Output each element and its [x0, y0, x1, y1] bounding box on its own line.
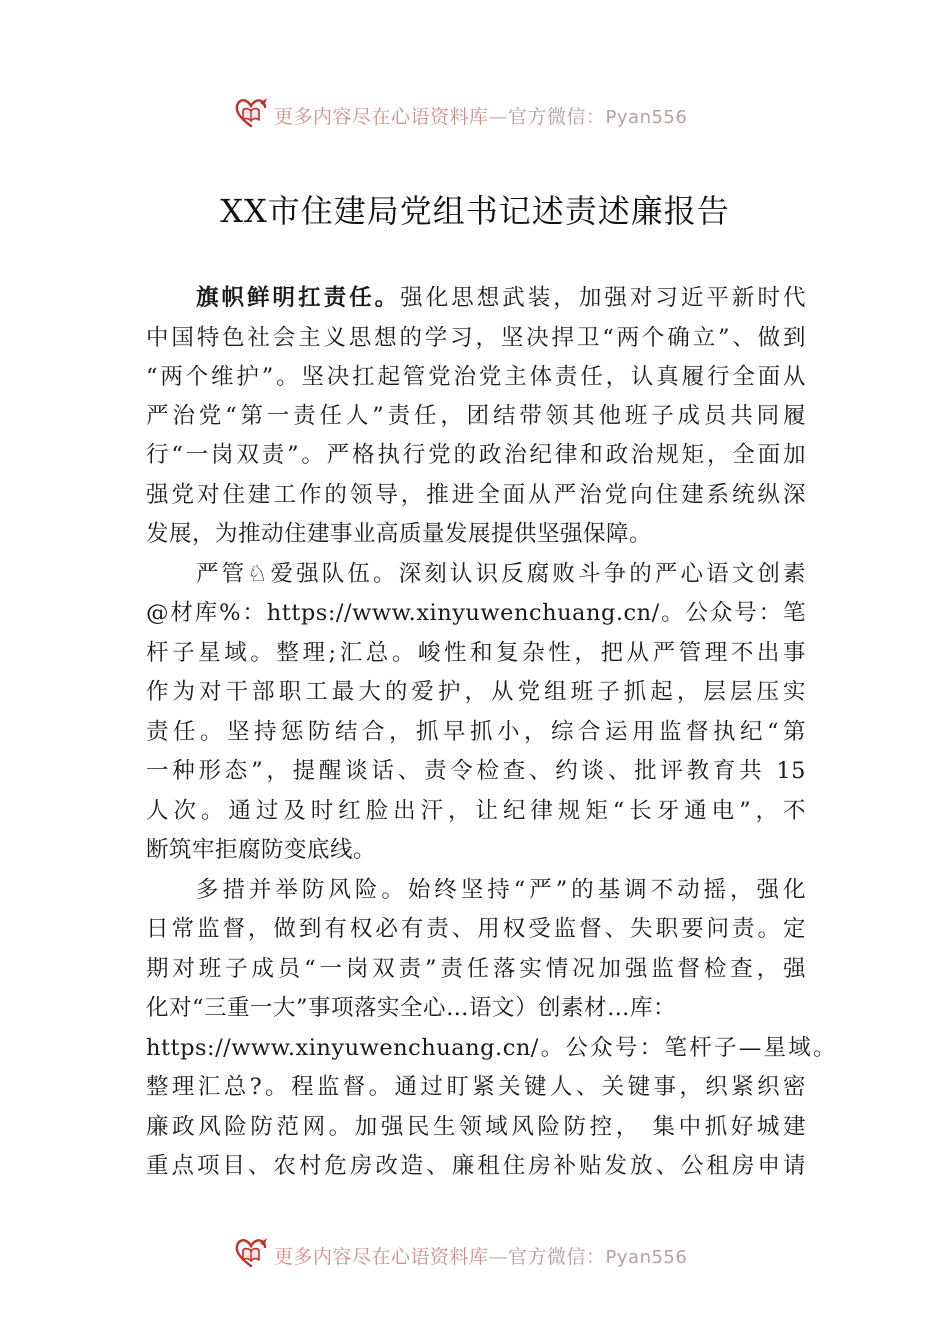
- watermark-wechat-id: Pyan556: [605, 107, 688, 128]
- paragraph-heading: 旗帜鲜明扛责任。: [196, 285, 401, 311]
- body-line: [196, 280, 806, 320]
- line-text: 强化思想武装，加强对习近平新时代: [400, 285, 806, 311]
- body-line: 一种形态”，提醒谈话、责令检查、约谈、批评教育共 15: [146, 758, 806, 784]
- body-line: 多措并举防风险。始终坚持“严”的基调不动摇，强化: [196, 877, 806, 903]
- body-line: 期对班子成员“一岗双责”责任落实情况加强监督检查，强: [146, 956, 806, 982]
- body-line: 行“一岗双责”。严格执行党的政治纪律和政治规矩，全面加: [146, 442, 806, 468]
- body-line: https://www.xinyuwenchuang.cn/。公众号：笔杆子—星域。: [146, 1035, 836, 1061]
- document-title: XX市住建局党组书记述责述廉报告: [220, 192, 730, 230]
- body-line: 人次。通过及时红脸出汗，让纪律规矩“长牙通电”，不: [146, 798, 806, 824]
- body-line: 杆子星域。整理;汇总。峻性和复杂性，把从严管理不出事: [146, 640, 806, 666]
- body-line: 责任。坚持惩防结合，抓早抓小，综合运用监督执纪“第: [146, 719, 806, 745]
- watermark-wechat-id: Pyan556: [605, 1247, 688, 1268]
- body-line: 发展，为推动住建事业高质量发展提供坚强保障。: [146, 521, 653, 547]
- body-line: 作为对干部职工最大的爱护，从党组班子抓起，层层压实: [146, 679, 806, 705]
- body-line: 整理汇总?。程监督。通过盯紧关键人、关键事，织紧织密: [146, 1074, 806, 1100]
- body-line: 化对“三重一大”事项落实全心…语文）创素材…库：: [146, 995, 677, 1021]
- watermark-wechat-label: 官方微信：: [508, 1246, 606, 1268]
- body-line: 断筑牢拒腐防变底线。: [146, 837, 377, 863]
- footer-watermark: [0, 1234, 950, 1274]
- body-line: 严治党“第一责任人”责任，团结带领其他班子成员共同履: [146, 403, 806, 429]
- watermark-wechat-label: 官方微信：: [508, 106, 606, 128]
- header-watermark: [0, 94, 950, 134]
- watermark-separator: —: [488, 1246, 509, 1268]
- body-line: 日常监督，做到有权必有责、用权受监督、失职要问责。定: [146, 916, 806, 942]
- watermark-slogan: 更多内容尽在心语资料库: [274, 106, 489, 128]
- watermark-separator: —: [488, 106, 509, 128]
- body-line: 重点项目、农村危房改造、廉租住房补贴发放、公租房申请: [146, 1153, 806, 1179]
- heart-book-logo-icon: [234, 1236, 268, 1270]
- body-line: 强党对住建工作的领导，推进全面从严治党向住建系统纵深: [146, 482, 806, 508]
- body-line: “两个维护”。坚决扛起管党治党主体责任，认真履行全面从: [146, 364, 806, 390]
- watermark-slogan: 更多内容尽在心语资料库: [274, 1246, 489, 1268]
- watermark-text: [274, 102, 687, 129]
- watermark-text: [274, 1242, 687, 1269]
- body-line: @材库%：https://www.xinyuwenchuang.cn/。公众号：笔: [146, 600, 806, 626]
- body-line: 严管♘爱强队伍。深刻认识反腐败斗争的严心语文创素: [196, 561, 806, 587]
- body-line: 中国特色社会主义思想的学习，坚决捍卫“两个确立”、做到: [146, 325, 806, 351]
- body-line: 廉政风险防范网。加强民生领域风险防控， 集中抓好城建: [146, 1114, 806, 1140]
- heart-book-logo-icon: [234, 96, 268, 130]
